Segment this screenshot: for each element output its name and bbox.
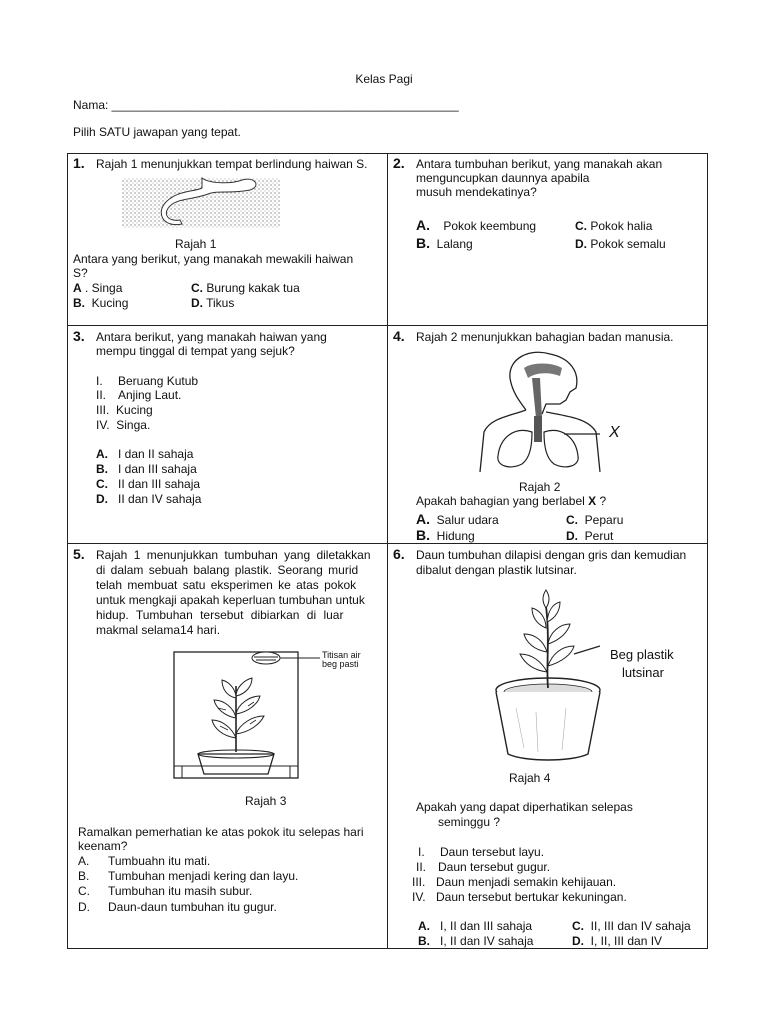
option-b-text[interactable]: Tumbuhan menjadi kering dan layu. <box>108 869 299 883</box>
option-c[interactable]: C. Pokok halia <box>575 219 653 233</box>
option-b[interactable]: B. Hidung <box>416 527 475 543</box>
option-d[interactable]: D. Tikus <box>191 296 235 310</box>
column-divider <box>387 153 388 949</box>
option-c[interactable]: C. II, III dan IV sahaja <box>572 919 691 933</box>
statement-iv-text: Daun tersebut bertukar kekuningan. <box>436 890 627 904</box>
question-number: 3. <box>73 328 85 344</box>
statement-i: I. <box>96 374 103 388</box>
question-paragraph-line-4: untuk mengkaji apakah keperluan tumbuhan untuk <box>96 593 365 607</box>
question-number: 1. <box>73 155 85 171</box>
question-stem: Daun tumbuhan dilapisi dengan gris dan kemudian <box>416 548 687 562</box>
statement-i: I. <box>418 845 425 859</box>
statement-ii-text: Daun tersebut gugur. <box>438 860 551 874</box>
option-b[interactable]: B. I, II dan IV sahaja <box>418 934 534 948</box>
option-a-text[interactable]: Tumbuahn itu mati. <box>108 854 211 868</box>
statement-i-text: Beruang Kutub <box>118 374 199 388</box>
option-d[interactable]: D. <box>78 900 90 914</box>
figure-caption: Rajah 2 <box>519 480 561 494</box>
question-paragraph-line-1: Rajah 1 menunjukkan tumbuhan yang diletakkan <box>96 548 371 562</box>
question-text: Ramalkan pemerhatian ke atas pokok itu selepas hari <box>78 825 364 839</box>
option-c[interactable]: C. Peparu <box>566 513 624 527</box>
option-a[interactable]: A . Singa <box>73 281 123 295</box>
question-text: Apakah yang dapat diperhatikan selepas <box>416 800 633 814</box>
question-stem-cont: menguncupkan daunnya apabila <box>416 171 590 185</box>
option-a[interactable]: A. <box>78 854 90 868</box>
question-stem: Antara tumbuhan berikut, yang manakah akan <box>416 157 663 171</box>
option-a[interactable]: A. Salur udara <box>416 511 499 527</box>
statement-i-text: Daun tersebut layu. <box>440 845 545 859</box>
option-c-text[interactable]: Tumbuhan itu masih subur. <box>108 884 253 898</box>
question-paragraph-line-5: hidup. Tumbuhan tersebut dibiarkan di luar <box>96 608 344 622</box>
human-respiratory-figure <box>470 348 635 474</box>
instruction-text: Pilih SATU jawapan yang tepat. <box>73 125 241 139</box>
figure-caption: Rajah 3 <box>245 794 287 808</box>
statement-iv: IV. Singa. <box>96 418 151 432</box>
option-c[interactable]: C. <box>78 884 90 898</box>
question-text-cont: S? <box>73 266 88 280</box>
question-paragraph-line-6: makmal selama14 hari. <box>96 623 221 637</box>
figure-caption: Rajah 4 <box>509 771 551 785</box>
option-d[interactable]: D. Pokok semalu <box>575 237 666 251</box>
question-number: 2. <box>393 155 405 171</box>
option-d[interactable]: D. II dan IV sahaja <box>96 492 202 506</box>
statement-ii-text: Anjing Laut. <box>118 388 182 402</box>
question-text-cont: keenam? <box>78 839 128 853</box>
question-text-cont: seminggu ? <box>438 815 501 829</box>
page-title: Kelas Pagi <box>355 72 413 86</box>
label-bag-line2: lutsinar <box>622 665 664 680</box>
question-text: Apakah bahagian yang berlabel X ? <box>416 494 607 508</box>
option-c[interactable]: C. Burung kakak tua <box>191 281 300 295</box>
option-b[interactable]: B. Kucing <box>73 296 129 310</box>
question-stem-cont: musuh mendekatinya? <box>416 185 537 199</box>
option-b[interactable]: B. <box>78 869 90 883</box>
question-text: Antara yang berikut, yang manakah mewakili haiwan <box>73 252 354 266</box>
option-b[interactable]: B. I dan III sahaja <box>96 462 197 476</box>
statement-iii: III. Kucing <box>96 403 153 417</box>
option-a[interactable]: A. I, II dan III sahaja <box>418 919 533 933</box>
figure-caption: Rajah 1 <box>175 237 217 251</box>
question-stem-cont: dibalut dengan plastik lutsinar. <box>416 563 577 577</box>
question-number: 6. <box>393 546 405 562</box>
question-stem: Rajah 1 menunjukkan tempat berlindung haiwan S. <box>96 157 368 171</box>
question-stem: Antara berikut, yang manakah haiwan yang <box>96 330 327 344</box>
name-field-line: Nama: ____________________________________________________ <box>73 98 459 112</box>
question-number: 4. <box>393 328 405 344</box>
option-b[interactable]: B. Lalang <box>416 235 473 251</box>
option-c[interactable]: C. II dan III sahaja <box>96 477 201 491</box>
animal-burrow-figure <box>122 172 280 234</box>
option-d[interactable]: D. Perut <box>566 529 614 543</box>
option-d-text[interactable]: Daun-daun tumbuhan itu gugur. <box>108 900 277 914</box>
option-d[interactable]: D. I, II, III dan IV <box>572 934 663 948</box>
statement-iii-text: Daun menjadi semakin kehijauan. <box>436 875 617 889</box>
row-divider-1 <box>67 325 708 326</box>
option-a[interactable]: A. I dan II sahaja <box>96 447 194 461</box>
question-stem-cont: mempu tinggal di tempat yang sejuk? <box>96 344 295 358</box>
statement-iv: IV. <box>412 890 426 904</box>
question-paragraph-line-3: telah membuat satu eksperimen ke atas pokok <box>96 578 357 592</box>
question-number: 5. <box>73 546 85 562</box>
question-stem: Rajah 2 menunjukkan bahagian badan manusia. <box>416 330 674 344</box>
statement-ii: II. <box>416 860 427 874</box>
option-a[interactable]: A. Pokok keembung <box>416 217 537 233</box>
label-plastic-bag: beg pasti <box>322 659 359 669</box>
label-x: X <box>609 424 620 441</box>
row-divider-2 <box>67 543 708 544</box>
statement-iii: III. <box>412 875 426 889</box>
label-bag-line1: Beg plastik <box>610 647 674 662</box>
plant-in-plastic-jar-figure <box>168 648 328 782</box>
label-water-droplet: Titisan air <box>322 650 361 660</box>
statement-ii: II. <box>96 388 107 402</box>
question-paragraph-line-2: di dalam sebuah balang plastik. Seorang murid <box>96 563 359 577</box>
